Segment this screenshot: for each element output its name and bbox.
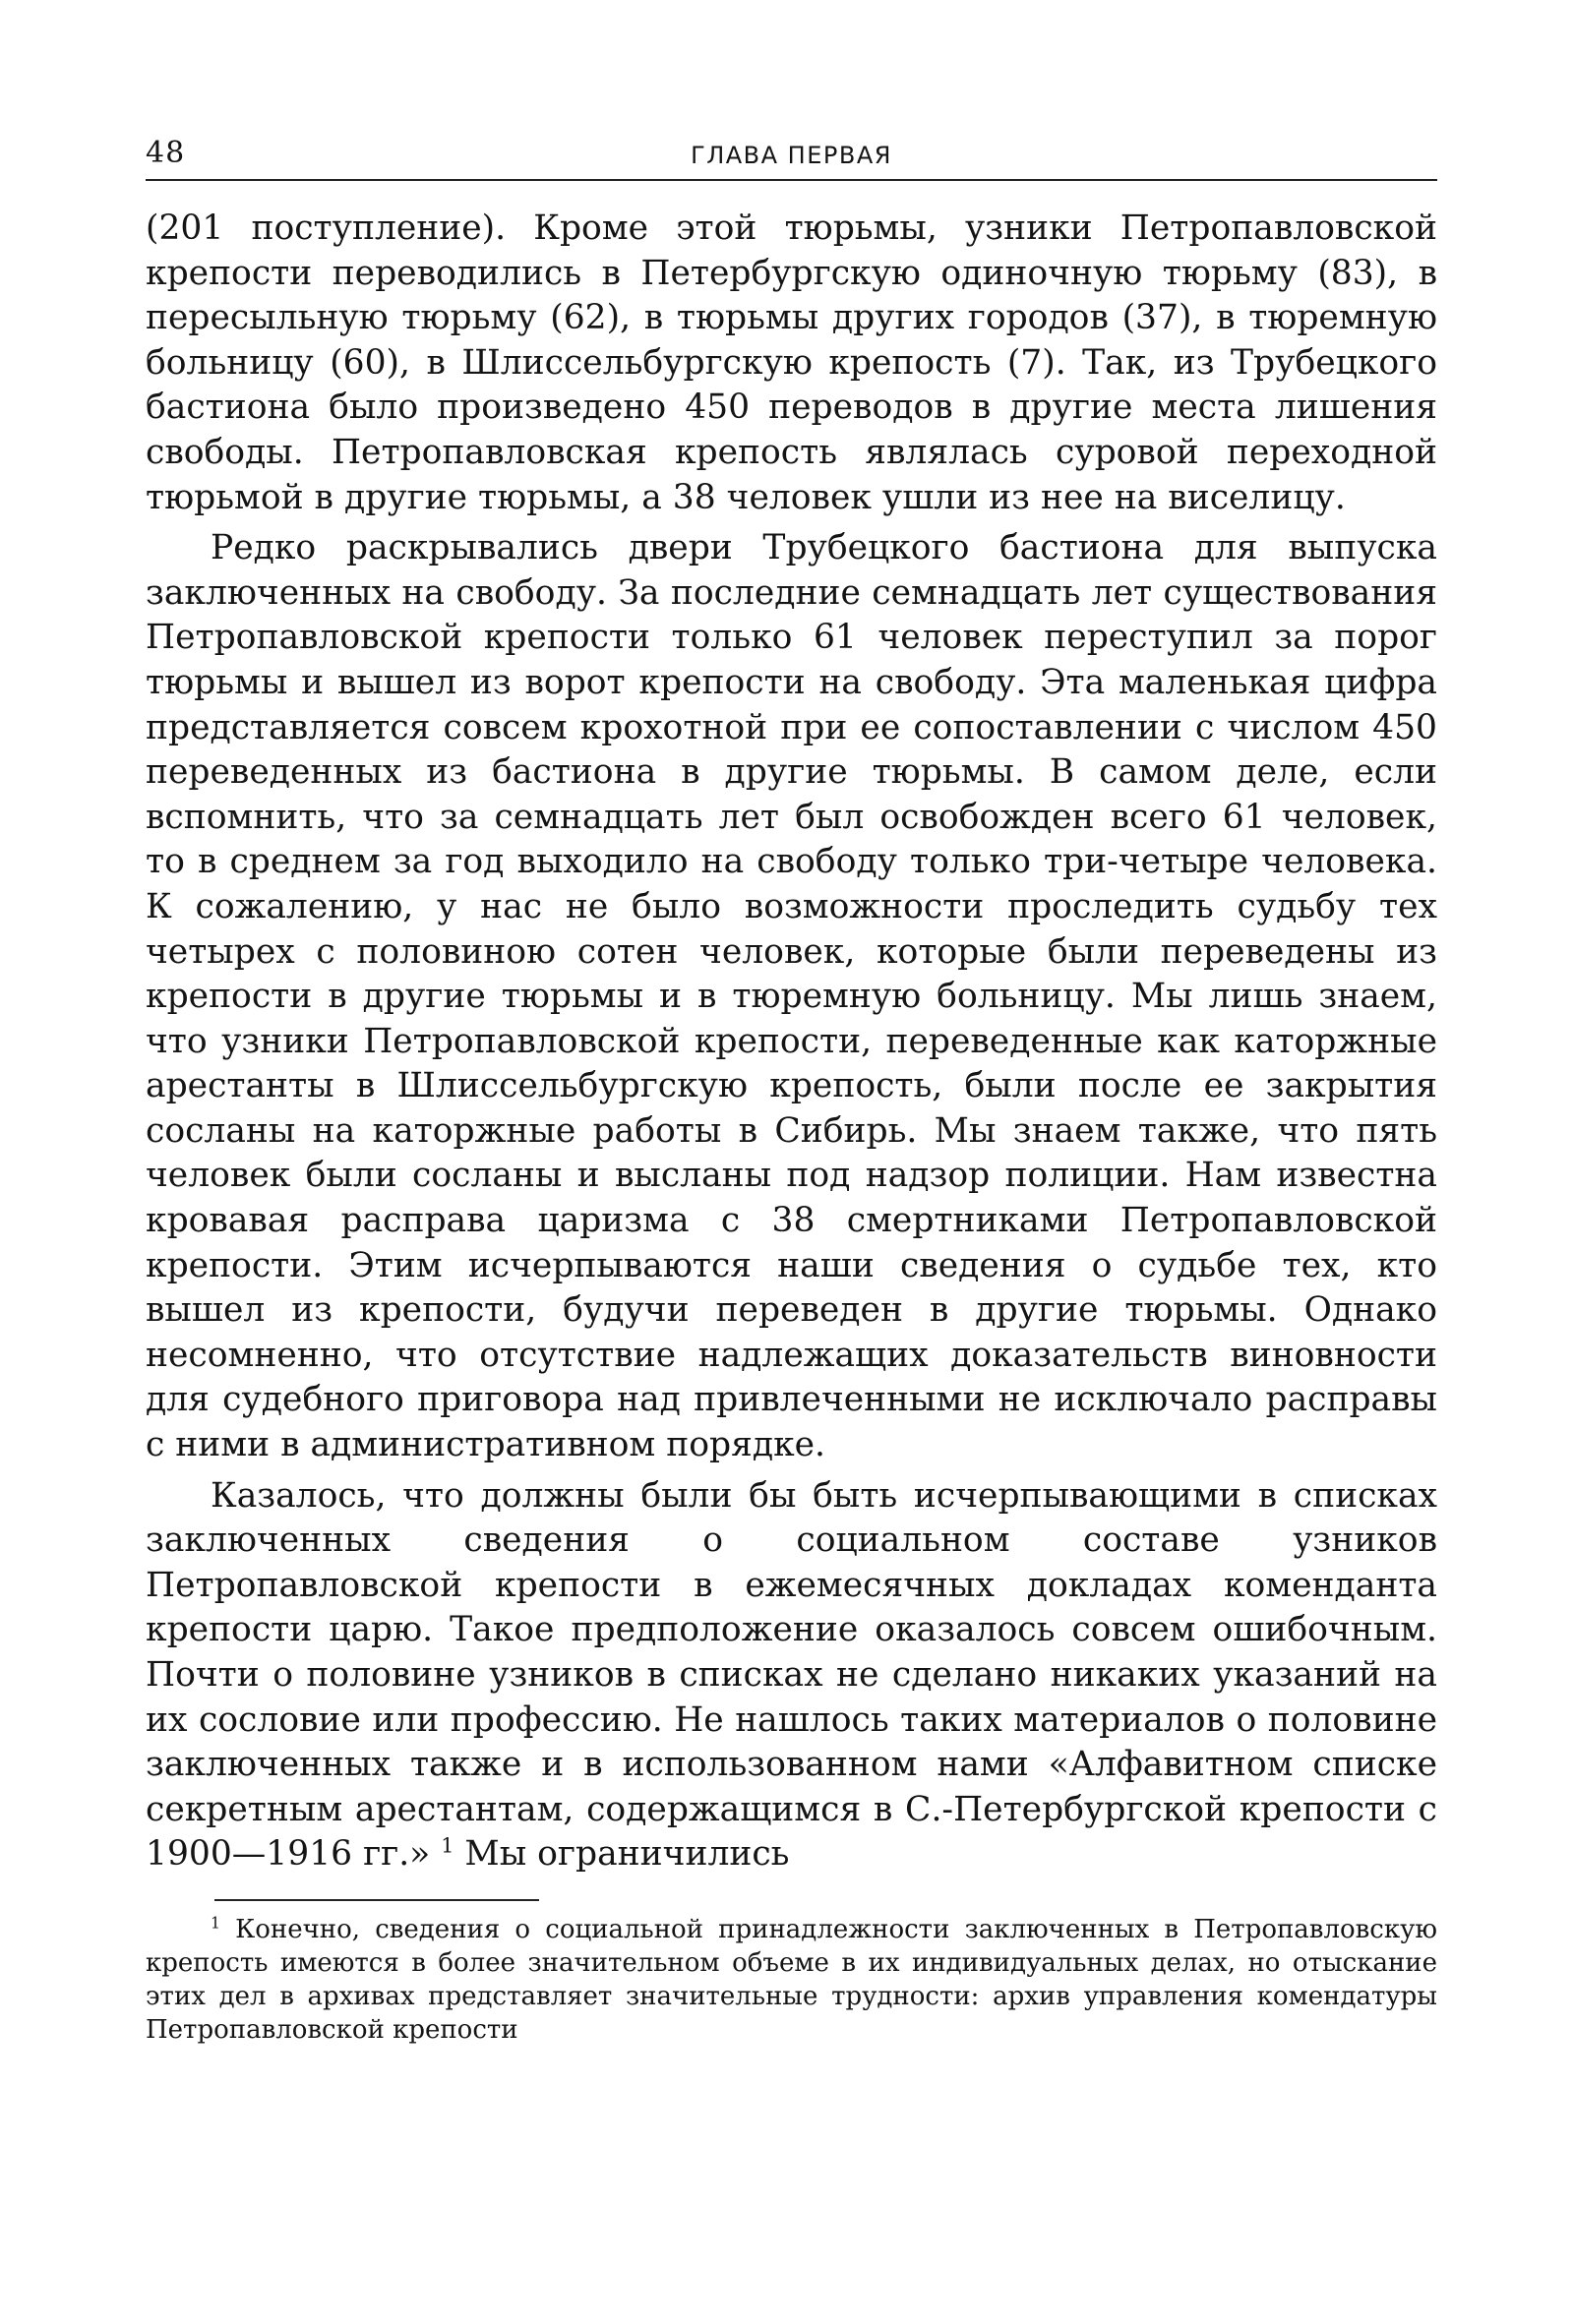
- paragraph-1: (201 поступление). Кроме этой тюрьмы, узники Петропавловской крепости переводились в Петербургскую одиночную тюрьму (83), в пересыльную тюрьму (62), в тюрьмы других городов (37), в тюремную больницу (60), в Шлиссельбургскую крепость (7). Так, из Трубецкого бастиона было произведено 450 переводов в другие места лишения свободы. Петропавловская крепость являлась суровой переходной тюрьмой в другие тюрьмы, а 38 человек ушли из нее на виселицу.: [146, 209, 1437, 517]
- running-head: ГЛАВА ПЕРВАЯ: [691, 142, 892, 169]
- page-header: [146, 128, 1437, 181]
- footnote-marker: 1: [211, 1914, 220, 1933]
- book-page: [146, 128, 1437, 2047]
- footnote-divider: [214, 1899, 539, 1901]
- paragraph-3-text: Казалось, что должны были бы быть исчерпывающими в списках заключенных сведения о социальном составе узников Петропавловской крепости в ежемесячных докладах коменданта крепости царю. Такое предположение оказалось совсем ошибочным. Почти о половине узников в списках не сделано никаких указаний на их сословие или профессию. Не нашлось таких материалов о половине заключенных также и в использованном нами «Алфавитном списке секретным арестантам, содержащимся в С.-Петербургской крепости с 1900—1916 гг.»: [146, 1475, 1437, 1875]
- footnote-reference: 1: [441, 1833, 454, 1858]
- page-number: 48: [146, 136, 186, 170]
- body-text: [146, 207, 1437, 1877]
- paragraph-3-tail: Мы ограничились: [464, 1834, 790, 1875]
- paragraph-3: [146, 1474, 1437, 1877]
- footnote: [146, 1913, 1437, 2047]
- paragraph-2: Редко раскрывались двери Трубецкого бастиона для выпуска заключенных на свободу. За последние семнадцать лет существования Петропавловской крепости только 61 человек переступил за порог тюрьмы и вышел из ворот крепости на свободу. Эта маленькая цифра представляется совсем крохотной при ее сопоставлении с числом 450 переведенных из бастиона в другие тюрьмы. В самом деле, если вспомнить, что за семнадцать лет был освобожден всего 61 человек, то в среднем за год выходило на свободу только три-четыре человека. К сожалению, у нас не было возможности проследить судьбу тех четырех с половиною сотен человек, которые были переведены из крепости в другие тюрьмы и в тюремную больницу. Мы лишь знаем, что узники Петропавловской крепости, переведенные как каторжные арестанты в Шлиссельбургскую крепость, были после ее закрытия сосланы на каторжные работы в Сибирь. Мы знаем также, что пять человек были сосланы и высланы под надзор полиции. Нам известна кровавая расправа царизма с 38 смертниками Петропавловской крепости. Этим исчерпываются наши сведения о судьбе тех, кто вышел из крепости, будучи переведен в другие тюрьмы. Однако несомненно, что отсутствие надлежащих доказательств виновности для судебного приговора над привлеченными не исключало расправы с ними в административном порядке.: [146, 528, 1437, 1465]
- footnote-text: Конечно, сведения о социальной принадлежности заключенных в Петропавловскую крепость имеются в более значительном объеме в их индивидуальных делах, но отыскание этих дел в архивах представляет значительные трудности: архив управления комендатуры Петропавловской крепости: [146, 1914, 1437, 2045]
